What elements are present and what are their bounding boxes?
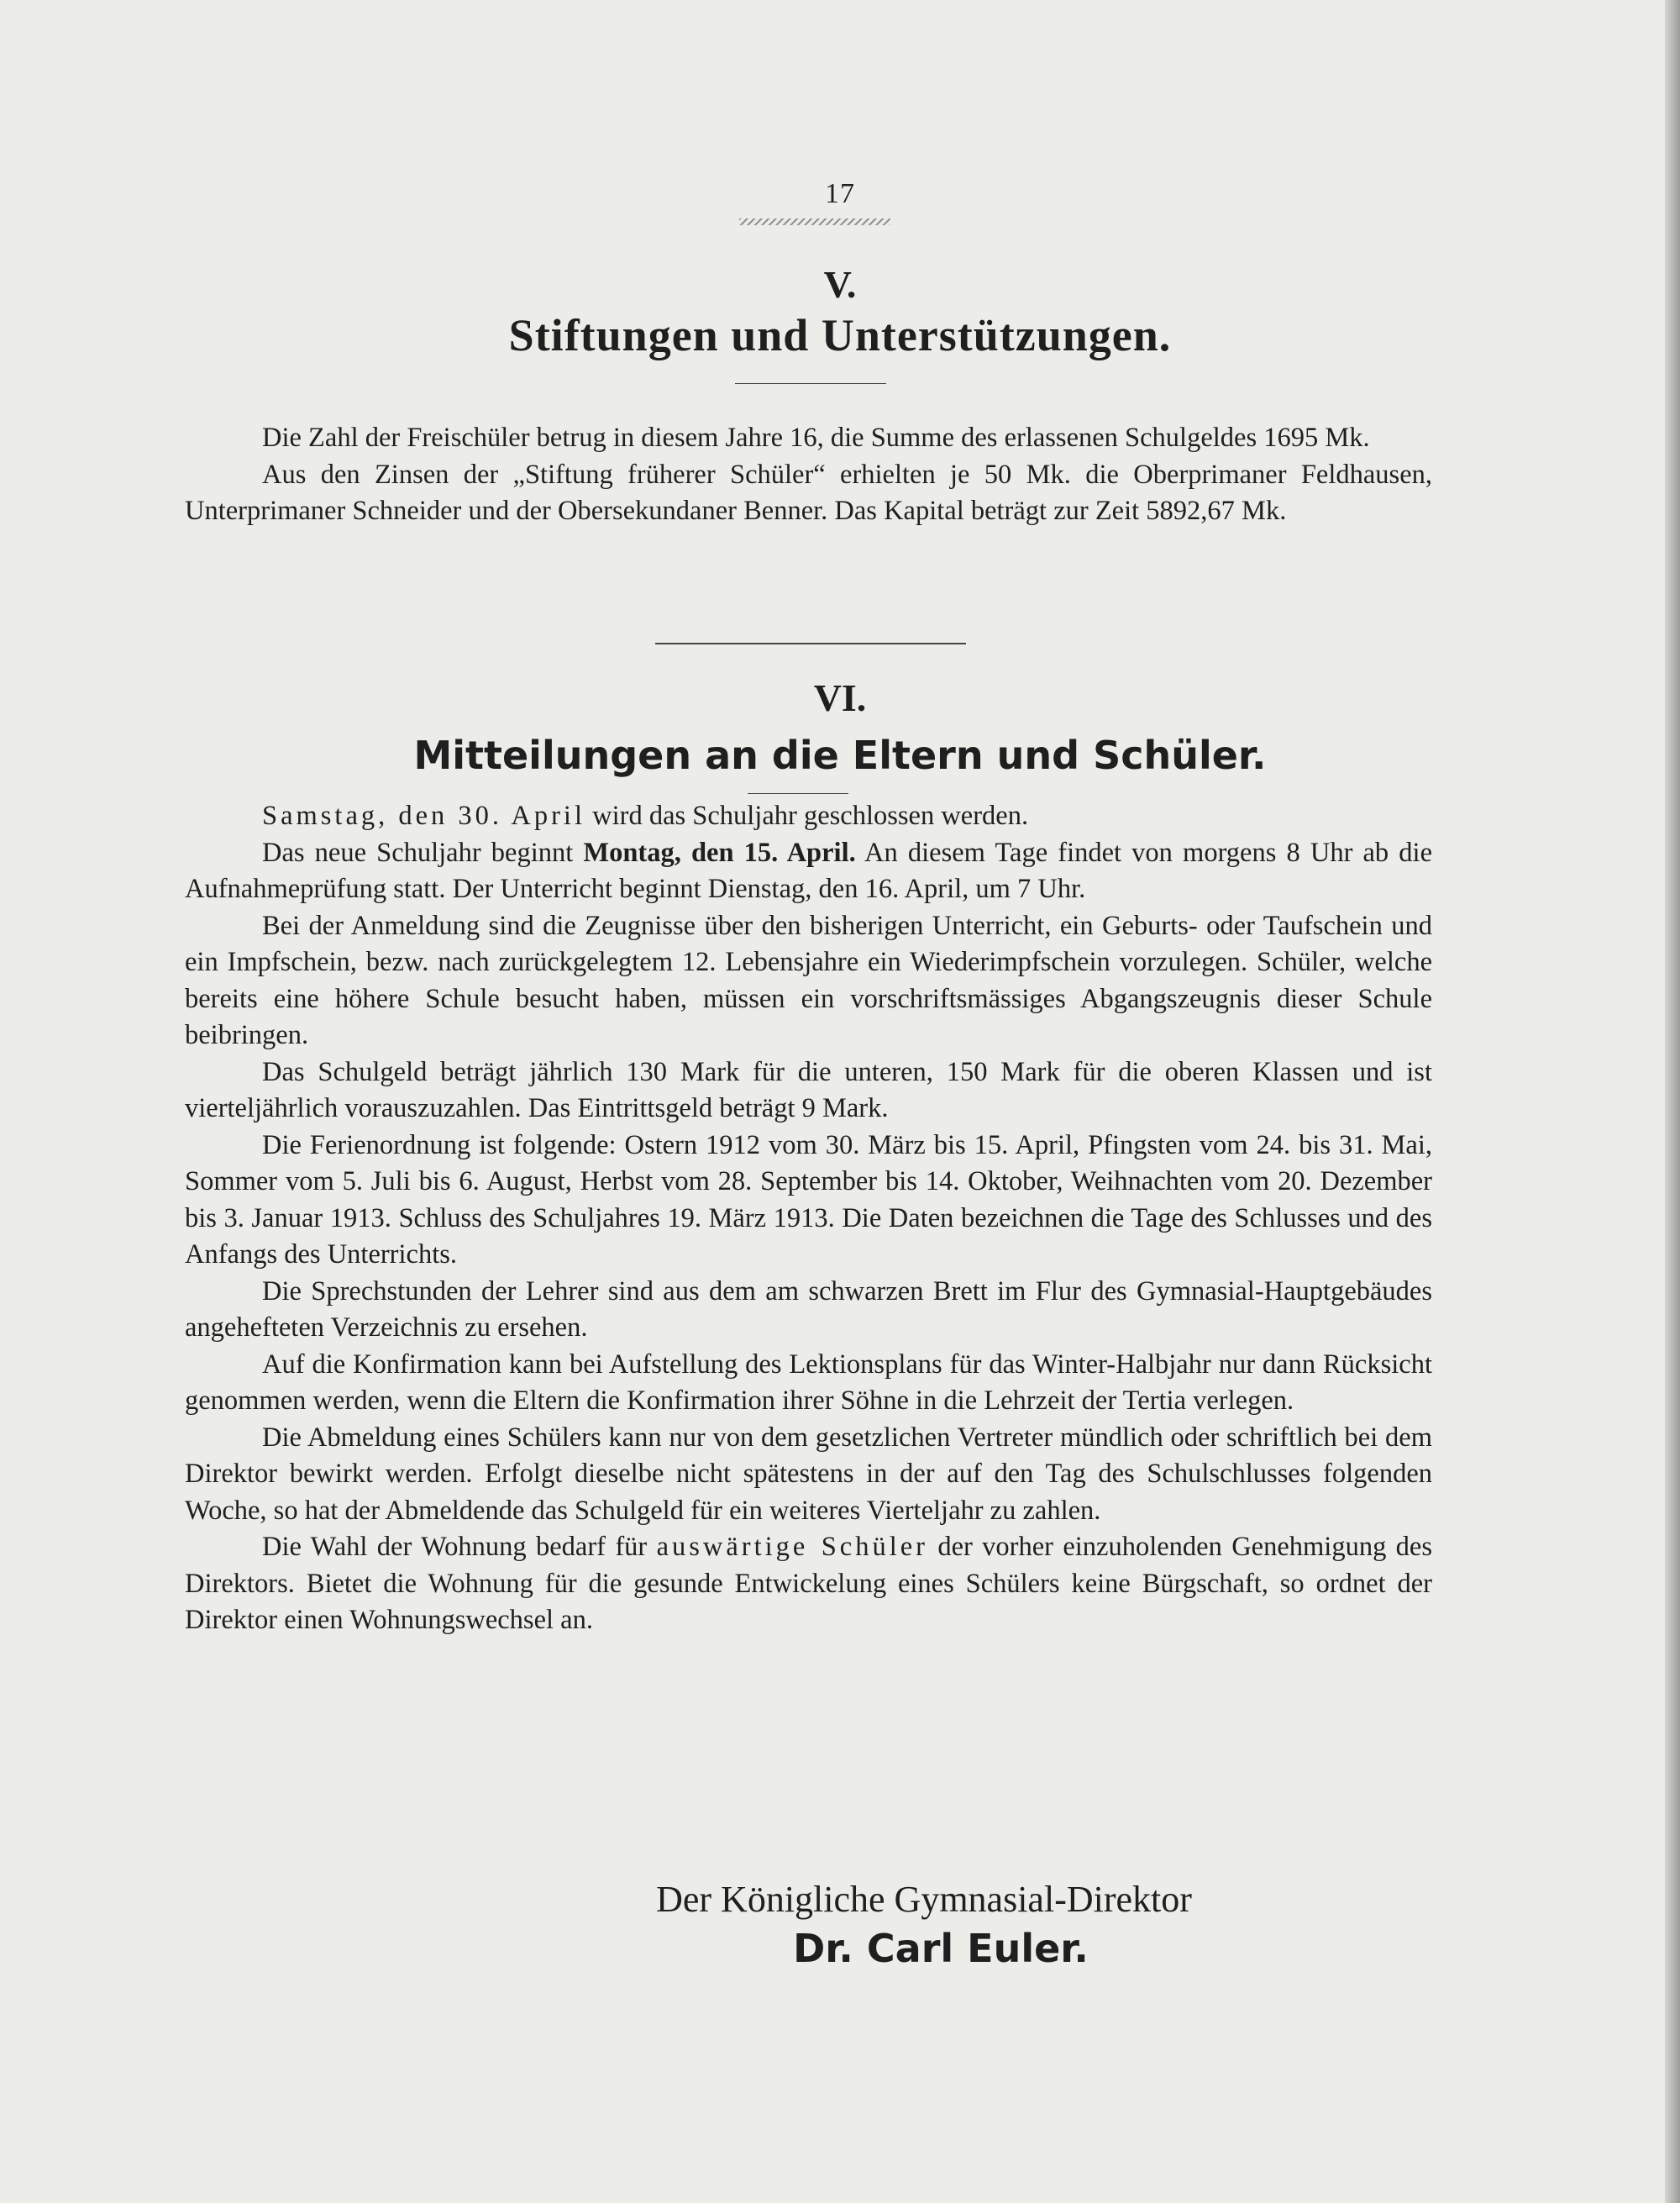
- section-vi-paragraph-2: [185, 835, 1432, 908]
- section-vi-numeral: VI.: [813, 676, 867, 719]
- housing-text: Die Wahl der Wohnung bedarf für: [262, 1532, 657, 1562]
- section-vi-paragraph-9: [185, 1529, 1432, 1639]
- section-vi-paragraph-6: Die Sprechstunden der Lehrer sind aus dem am schwarzen Brett im Flur des Gymnasial-Hauptgebäudes angehefteten Verzeichnis zu ersehen.: [185, 1275, 1432, 1343]
- section-v-paragraph-1: Die Zahl der Freischüler betrug in diesem Jahre 16, die Summe des erlassenen Schulgeldes 1695 Mk.: [262, 423, 1370, 453]
- signature-name: Dr. Carl Euler.: [793, 1926, 1089, 1971]
- section-separator: [655, 643, 966, 644]
- outside-students: auswärtige Schüler: [656, 1532, 928, 1562]
- section-v-rule: [735, 383, 886, 384]
- section-vi-paragraph-7: Auf die Konfirmation kann bei Aufstellung des Lektionsplans für das Winter-Halbjahr nur dann Rücksicht genommen werden, wenn die Eltern die Konfirmation ihrer Söhne in die Lehrzeit der Tertia verlegen.: [185, 1349, 1432, 1416]
- closing-text: wird das Schuljahr geschlossen werden.: [585, 801, 1029, 831]
- page-number: 17: [825, 178, 855, 209]
- section-vi-paragraph-1: [185, 798, 1432, 835]
- closing-date: Samstag, den 30. April: [262, 801, 585, 831]
- new-year-text: Das neue Schuljahr beginnt: [262, 837, 584, 868]
- section-vi-title: Mitteilungen an die Eltern und Schüler.: [413, 733, 1267, 778]
- section-v-title: Stiftungen und Unterstützungen.: [508, 310, 1172, 360]
- housing-rest: der vorher einzuholenden Genehmigung des Direktors. Bietet die Wohnung für die gesunde Entwickelung eines Schülers keine Bürgschaft, so ordnet der Direktor einen Wohnungswechsel an.: [185, 1532, 1432, 1635]
- signature-title: Der Königliche Gymnasial-Direktor: [656, 1879, 1192, 1920]
- section-v-paragraph-2: Aus den Zinsen der „Stiftung früherer Schüler“ erhielten je 50 Mk. die Oberprimaner Feldhausen, Unterprimaner Schneider und der Obersekundaner Benner. Das Kapital beträgt zur Zeit 5892,67 Mk.: [185, 459, 1432, 526]
- section-v-body: [185, 420, 1432, 530]
- section-vi-rule: [748, 793, 848, 794]
- page-number-underline: [739, 218, 890, 225]
- exam-text: An diesem Tage findet von morgens 8 Uhr ab die Aufnahmeprüfung statt. Der Unterricht beginnt Dienstag, den 16. April, um 7 Uhr.: [185, 837, 1432, 904]
- start-date: Montag, den 15. April.: [583, 837, 856, 868]
- section-vi-paragraph-5: Die Ferienordnung ist folgende: Ostern 1912 vom 30. März bis 15. April, Pfingsten vom 24. bis 31. Mai, Sommer vom 5. Juli bis 6. August, Herbst vom 28. September bis 14. Oktober, Weihnachten vom 20. Dezember bis 3. Januar 1913. Schluss des Schuljahres 19. März 1913. Die Daten bezeichnen die Tage des Schlusses und des Anfangs des Unterrichts.: [185, 1129, 1432, 1270]
- section-vi-paragraph-4: Das Schulgeld beträgt jährlich 130 Mark für die unteren, 150 Mark für die oberen Klassen und ist vierteljährlich vorauszuzahlen. Das Eintrittsgeld beträgt 9 Mark.: [185, 1056, 1432, 1123]
- section-vi-paragraph-8: Die Abmeldung eines Schülers kann nur von dem gesetzlichen Vertreter mündlich oder schriftlich bei dem Direktor bewirkt werden. Erfolgt dieselbe nicht spätestens in der auf den Tag des Schulschlusses folgenden Woche, so hat der Abmeldende das Schulgeld für ein weiteres Vierteljahr zu zahlen.: [185, 1422, 1432, 1526]
- section-v-numeral: V.: [823, 263, 857, 306]
- section-vi-body: [185, 798, 1432, 1639]
- section-vi-paragraph-3: Bei der Anmeldung sind die Zeugnisse über den bisherigen Unterricht, ein Geburts- oder Taufschein und ein Impfschein, bezw. nach zurückgelegtem 12. Lebensjahre ein Wiederimpfschein vorzulegen. Schüler, welche bereits eine höhere Schule besucht haben, müssen ein vorschriftsmässiges Abgangszeugnis dieser Schule beibringen.: [185, 910, 1432, 1050]
